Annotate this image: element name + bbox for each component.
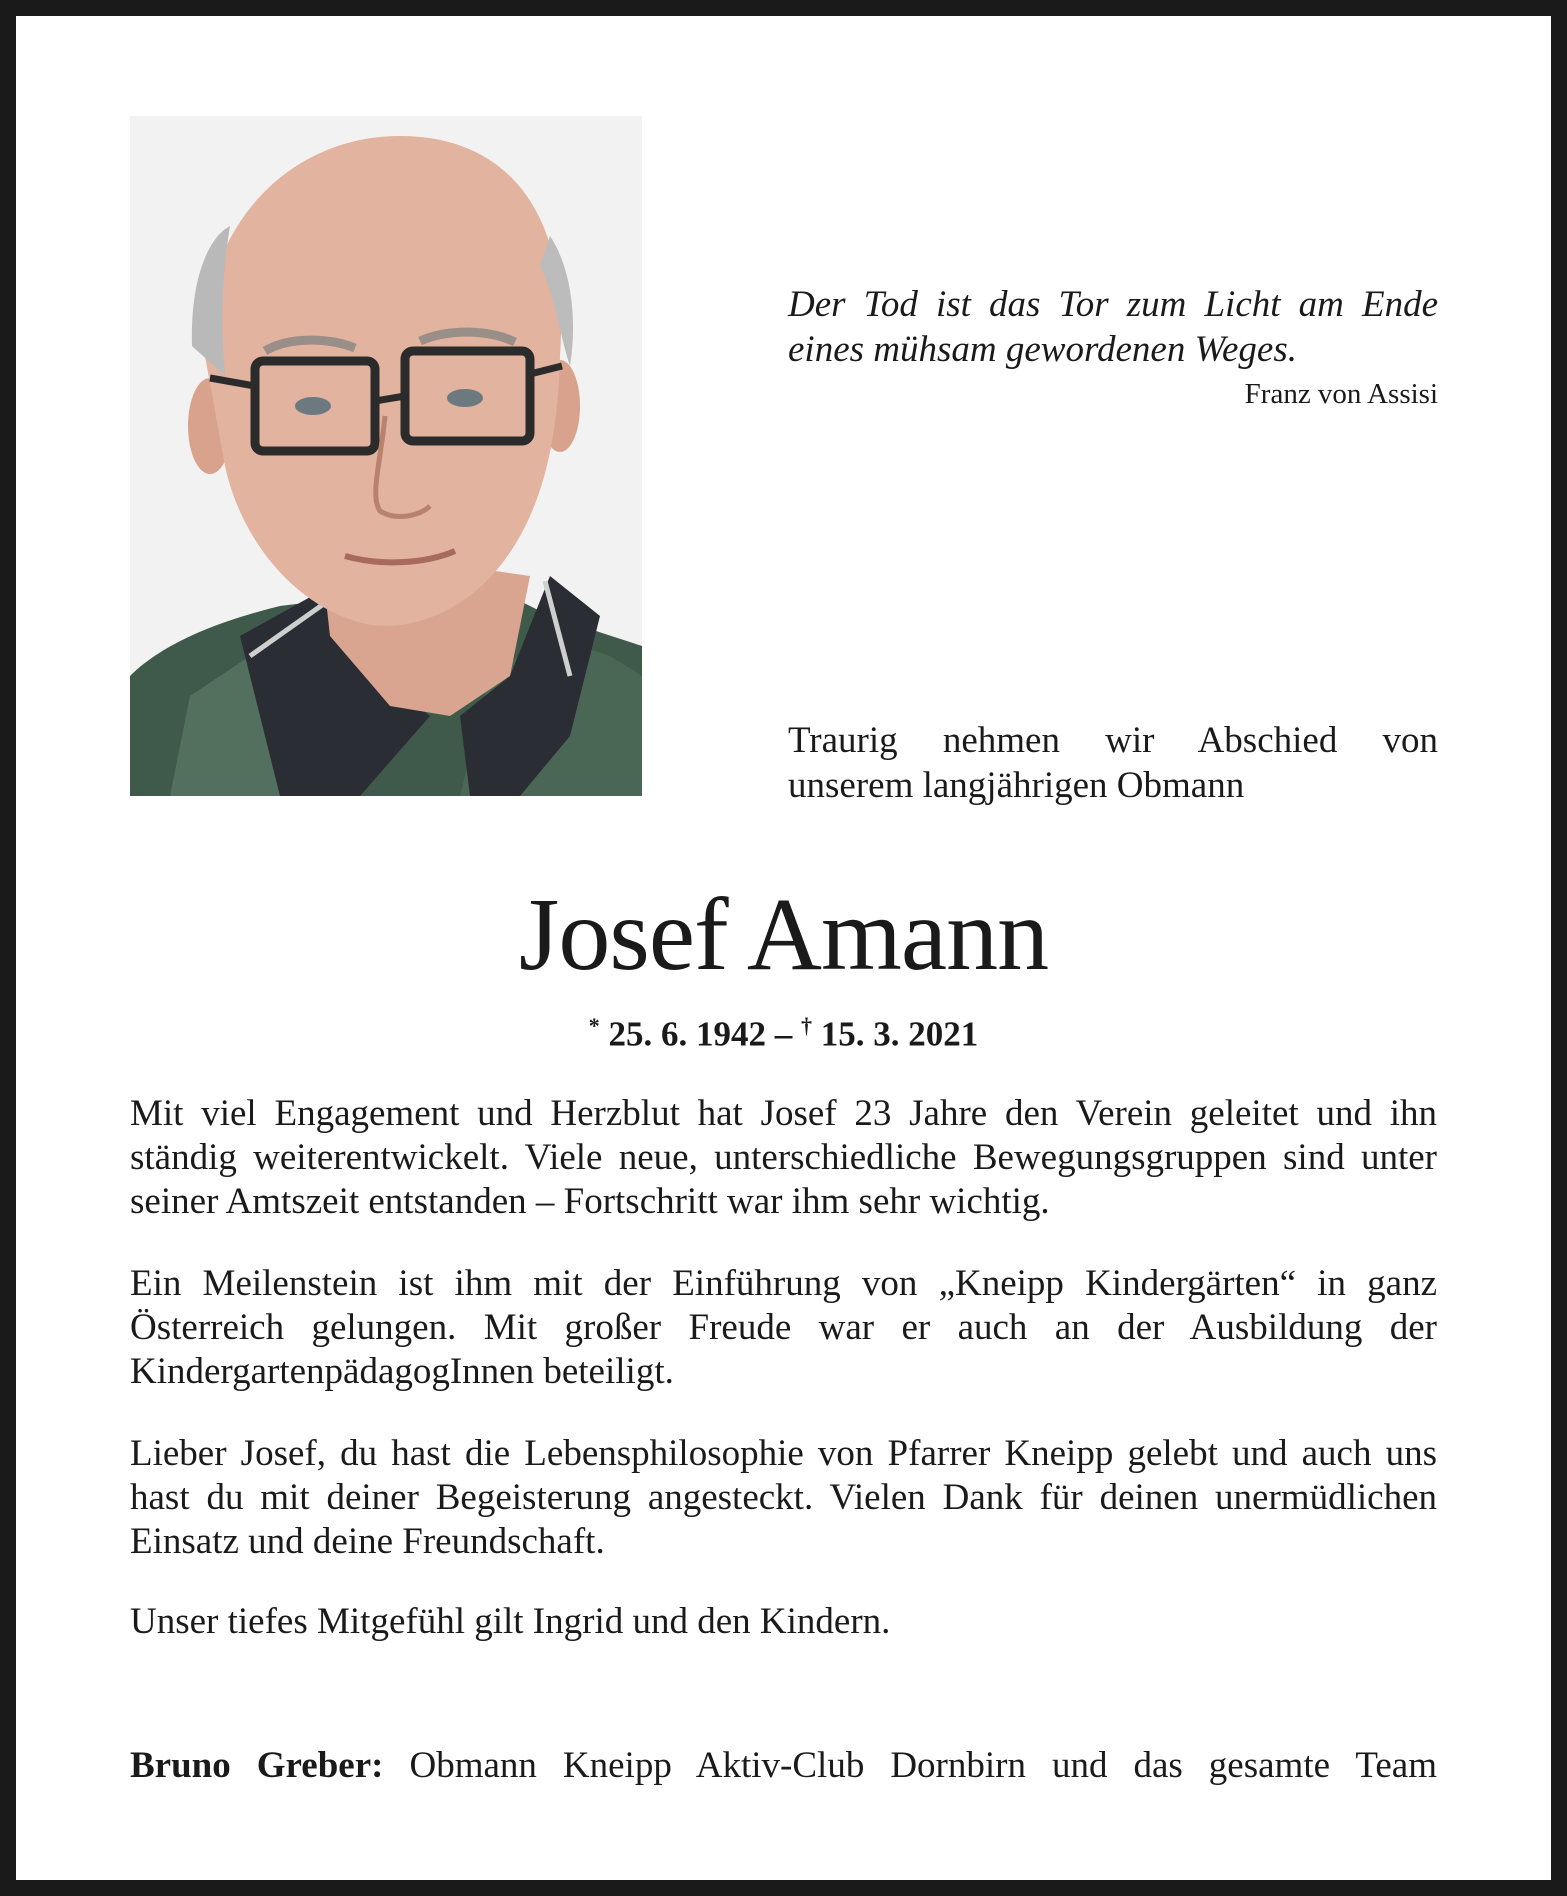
tribute-paragraph: Mit viel Engagement und Herzblut hat Josef 23 Jahre den Verein geleitet und ihn ständig weiterentwickelt. Viele neue, unterschiedliche Bewegungsgruppen sind unter seiner Amtszeit entstanden – Fortschritt war ihm sehr wichtig. (130, 1093, 1437, 1222)
signatory-text: Obmann Kneipp Aktiv-Club Dornbirn und das gesamte Team (409, 1745, 1437, 1786)
signature-line (130, 1744, 1437, 1788)
birth-symbol: * (588, 1013, 600, 1038)
tribute-paragraph: Lieber Josef, du hast die Lebensphilosophie von Pfarrer Kneipp gelebt und auch uns hast du mit deiner Begeisterung angesteckt. Vielen Dank für deinen unermüdlichen Einsatz und deine Freundschaft. (130, 1433, 1437, 1562)
farewell-intro-line: unserem langjährigen Obmann (788, 765, 1245, 806)
memorial-quote: Der Tod ist das Tor zum Licht am Ende eines mühsam gewordenen Weges. (788, 284, 1438, 370)
signatory-name: Bruno Greber: (130, 1745, 384, 1786)
life-dates (130, 1013, 1437, 1055)
date-separator: – (774, 1014, 793, 1054)
tribute-paragraph: Ein Meilenstein ist ihm mit der Einführung von „Kneipp Kindergärten“ in ganz Österreich gelungen. Mit großer Freude war er auch an der Ausbildung der KindergartenpädagogInnen beteiligt. (130, 1263, 1437, 1392)
birth-date: 25. 6. 1942 (608, 1014, 766, 1054)
death-date: 15. 3. 2021 (820, 1014, 979, 1054)
farewell-intro-line: Traurig nehmen wir Abschied von (788, 720, 1438, 761)
death-symbol: † (801, 1013, 812, 1038)
condolence-paragraph: Unser tiefes Mitgefühl gilt Ingrid und den Kindern. (130, 1601, 891, 1642)
deceased-name: Josef Amann (518, 877, 1049, 992)
portrait-photo (130, 116, 642, 796)
farewell-intro (788, 718, 1438, 808)
quote-author: Franz von Assisi (1244, 378, 1438, 410)
